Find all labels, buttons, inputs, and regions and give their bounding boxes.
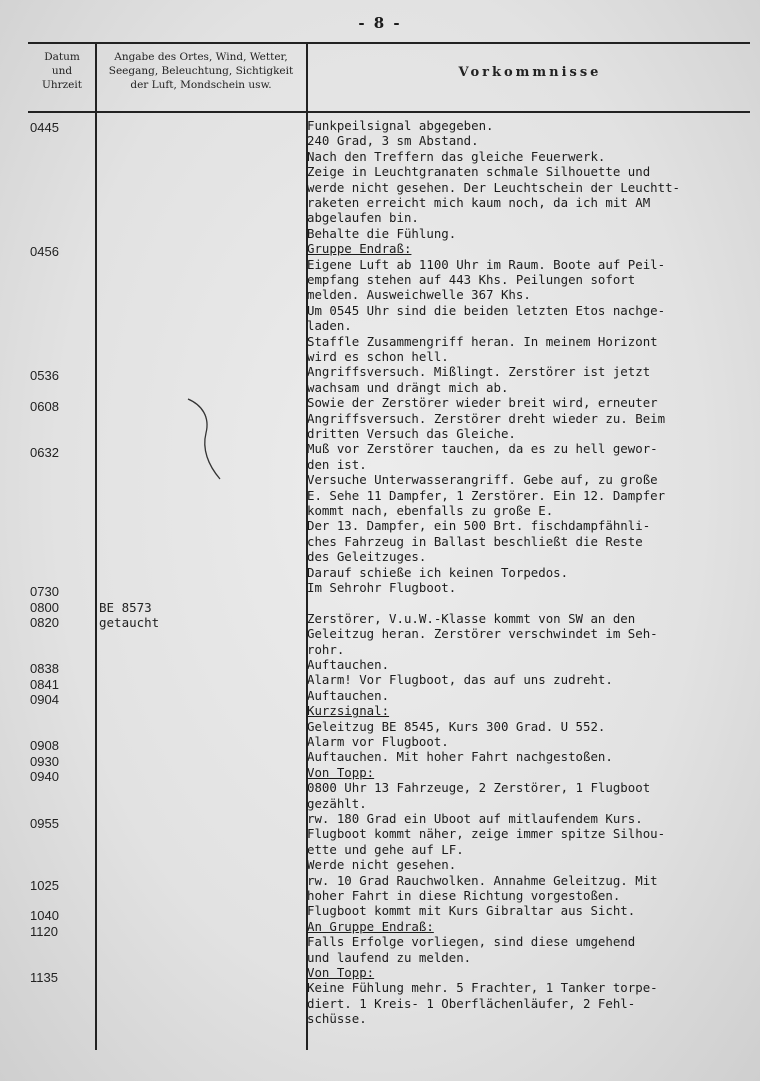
event-line: Zeige in Leuchtgranaten schmale Silhouette und <box>307 164 651 180</box>
time-entry: 0841 <box>30 677 59 692</box>
pen-mark <box>180 395 230 485</box>
header-date-line2: und <box>51 65 73 77</box>
header-date-time <box>30 50 94 92</box>
event-line: schüsse. <box>307 1011 367 1027</box>
event-line: Werde nicht gesehen. <box>307 857 457 873</box>
place-entry: BE 8573 <box>99 600 152 615</box>
event-line: dritten Versuch das Gleiche. <box>307 426 516 441</box>
event-line: Auftauchen. Mit hoher Fahrt nachgestoßen. <box>307 749 613 765</box>
event-line: Alarm vor Flugboot. <box>307 734 449 749</box>
event-heading: An Gruppe Endraß: <box>307 918 434 934</box>
event-line: den ist. <box>307 456 367 472</box>
event-line: Falls Erfolge vorliegen, sind diese umgehend <box>307 934 636 950</box>
time-entry: 0730 <box>30 584 59 599</box>
event-line: E. Sehe 11 Dampfer, 1 Zerstörer. Ein 12. Dampfer <box>307 487 666 503</box>
header-location-line3: der Luft, Mondschein usw. <box>130 79 272 91</box>
time-entry: 0904 <box>30 692 59 707</box>
event-line: Der 13. Dampfer, ein 500 Brt. fischdampfähnli- <box>307 518 651 534</box>
event-heading: Von Topp: <box>307 764 375 780</box>
event-heading: Gruppe Endraß: <box>307 241 412 257</box>
event-line: Funkpeilsignal abgegeben. <box>307 118 494 133</box>
event-line: Geleitzug BE 8545, Kurs 300 Grad. U 552. <box>307 718 606 734</box>
event-line: Im Sehrohr Flugboot. <box>307 580 457 595</box>
time-entry: 0930 <box>30 754 59 769</box>
event-line: Alarm! Vor Flugboot, das auf uns zudreht. <box>307 672 613 688</box>
event-line: Auftauchen. <box>307 687 390 703</box>
header-location-weather <box>98 50 304 92</box>
event-line: Angriffsversuch. Mißlingt. Zerstörer ist jetzt <box>307 364 651 380</box>
event-line: raketen erreicht mich kaum noch, da ich mit AM <box>307 195 651 210</box>
event-line: Sowie der Zerstörer wieder breit wird, erneuter <box>307 395 658 411</box>
time-entry: 0820 <box>30 615 59 630</box>
header-location-line1: Angabe des Ortes, Wind, Wetter, <box>114 51 288 63</box>
event-line: Geleitzug heran. Zerstörer verschwindet im Seh- <box>307 626 658 642</box>
event-line: Auftauchen. <box>307 657 390 672</box>
event-line: rohr. <box>307 641 345 657</box>
table-top-rule <box>28 42 750 44</box>
header-date-line1: Datum <box>44 51 80 63</box>
event-line: abgelaufen bin. <box>307 210 419 226</box>
header-location-line2: Seegang, Beleuchtung, Sichtigkeit <box>108 65 294 77</box>
table-header-rule <box>28 111 750 113</box>
time-entry: 1120 <box>30 924 58 939</box>
time-entry: 0955 <box>30 816 59 831</box>
header-date-line3: Uhrzeit <box>42 79 82 91</box>
time-entry: 1025 <box>30 878 59 893</box>
event-line: kommt nach, ebenfalls zu große E. <box>307 503 554 518</box>
place-entry: getaucht <box>99 615 160 630</box>
time-entry: 0940 <box>30 769 59 784</box>
event-line: ette und gehe auf LF. <box>307 841 464 857</box>
time-entry: 0445 <box>30 120 59 135</box>
time-entry: 0908 <box>30 738 59 753</box>
event-heading: Von Topp: <box>307 965 375 980</box>
event-line: Angriffsversuch. Zerstörer dreht wieder zu. Beim <box>307 410 666 426</box>
event-line: rw. 180 Grad ein Uboot auf mitlaufendem Kurs. <box>307 811 643 826</box>
page-number: - 8 - <box>358 14 402 32</box>
time-entry: 0456 <box>30 244 59 259</box>
event-line: ches Fahrzeug in Ballast beschließt die Reste <box>307 533 643 549</box>
time-entry: 1040 <box>30 908 59 923</box>
time-entry: 0632 <box>30 445 59 460</box>
event-line: gezählt. <box>307 795 367 811</box>
header-events: Vorkommnisse <box>458 65 602 80</box>
time-entry: 0838 <box>30 661 59 676</box>
event-line: melden. Ausweichwelle 367 Khs. <box>307 287 531 303</box>
event-heading: Kurzsignal: <box>307 703 390 719</box>
event-line: Eigene Luft ab 1100 Uhr im Raum. Boote auf Peil- <box>307 256 666 272</box>
event-line: Behalte die Fühlung. <box>307 225 457 241</box>
event-line: Keine Fühlung mehr. 5 Frachter, 1 Tanker torpe- <box>307 980 658 996</box>
time-entry: 0608 <box>30 399 59 414</box>
column-divider-1 <box>95 42 97 1050</box>
event-line: 0800 Uhr 13 Fahrzeuge, 2 Zerstörer, 1 Flugboot <box>307 780 651 796</box>
event-line: Um 0545 Uhr sind die beiden letzten Etos nachge- <box>307 302 666 318</box>
event-line: wird es schon hell. <box>307 349 449 364</box>
event-line: rw. 10 Grad Rauchwolken. Annahme Geleitzug. Mit <box>307 872 658 888</box>
event-line: Nach den Treffern das gleiche Feuerwerk. <box>307 148 606 164</box>
event-line: wachsam und drängt mich ab. <box>307 379 509 395</box>
event-line: Darauf schieße ich keinen Torpedos. <box>307 564 569 580</box>
event-line: Staffle Zusammengriff heran. In meinem Horizont <box>307 333 658 349</box>
event-line: Versuche Unterwasserangriff. Gebe auf, zu große <box>307 472 658 488</box>
event-line: 240 Grad, 3 sm Abstand. <box>307 133 479 149</box>
event-line: Flugboot kommt näher, zeige immer spitze Silhou- <box>307 826 666 842</box>
time-entry: 0536 <box>30 368 59 383</box>
event-line: Muß vor Zerstörer tauchen, da es zu hell gewor- <box>307 441 658 457</box>
event-line: diert. 1 Kreis- 1 Oberflächenläufer, 2 Fehl- <box>307 995 636 1011</box>
event-line: laden. <box>307 318 352 334</box>
time-entry: 1135 <box>30 970 58 985</box>
event-line: Zerstörer, V.u.W.-Klasse kommt von SW an den <box>307 610 636 626</box>
event-line: Flugboot kommt mit Kurs Gibraltar aus Sicht. <box>307 903 636 919</box>
event-line: werde nicht gesehen. Der Leuchtschein der Leuchtt- <box>307 179 680 195</box>
event-line: hoher Fahrt in diese Richtung vorgestoßen. <box>307 888 621 903</box>
time-entry: 0800 <box>30 600 59 615</box>
event-line: und laufend zu melden. <box>307 949 472 965</box>
event-line: empfang stehen auf 443 Khs. Peilungen sofort <box>307 272 636 287</box>
event-line: des Geleitzuges. <box>307 549 427 565</box>
